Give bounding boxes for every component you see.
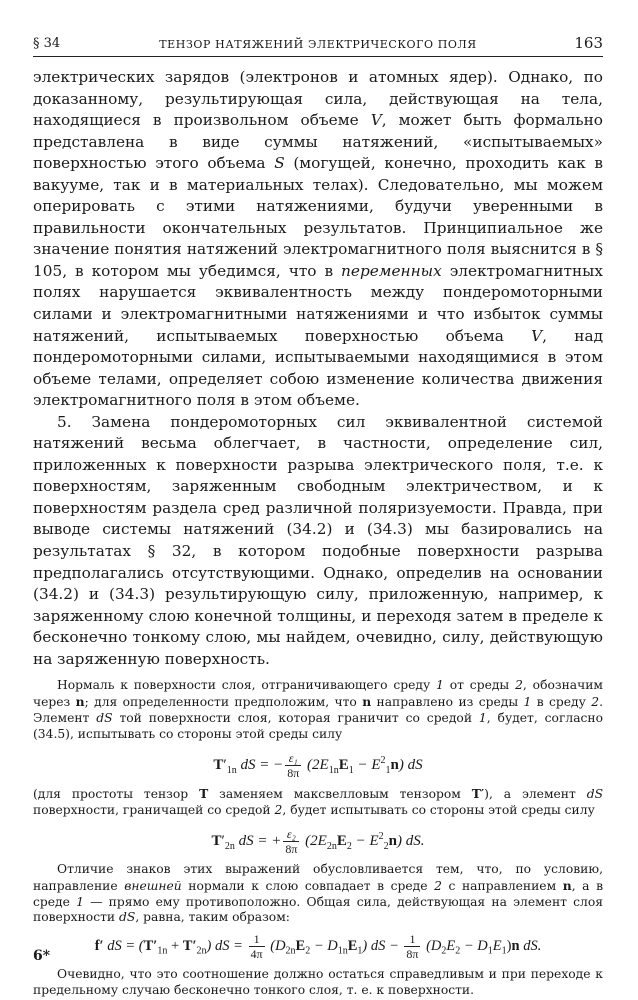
small-paragraph-2: (для простоты тензор T заменяем максвелловым тензором T′), а элемент dS поверхности, граничащей со средой 2, будет испытывать со стороны этой среды силу (33, 785, 604, 817)
page-number: 163 (574, 34, 603, 52)
page-body (33, 67, 603, 999)
signature-mark: 6* (33, 948, 51, 964)
running-title: ТЕНЗОР НАТЯЖЕНИЙ ЭЛЕКТРИЧЕСКОГО ПОЛЯ (159, 38, 477, 51)
running-head (33, 34, 603, 57)
small-paragraph-3: Отличие знаков этих выражений обусловливается тем, что, по условию, направление внешней нормали к слою совпадает в среде 2 с направлением n, а в среде 1 — прямо ему противоположно. Общая сила, действующая на элемент слоя поверхности dS, равна, таким образом: (33, 861, 604, 925)
small-paragraph-4: Очевидно, что это соотношение должно остаться справедливым и при переходе к предельному случаю бесконечно тонкого слоя, т. е. к поверхности. (33, 967, 603, 998)
small-paragraph-1: Нормаль к поверхности слоя, отграничивающего среду 1 от среды 2, обозначим через n; для определенности предположим, что n направлено из среды 1 в среду 2. Элемент dS той поверхности слоя, которая граничит со средой 1, будет, согласно (34.5), испытывать со стороны этой среды силу (33, 678, 604, 742)
equation-3: f′ dS = $(T'_{1n} + T'_{2n})$ dS = $\frac{1}{4\pi}$ $(D_{2n}E_2 - D_{1n}E_1)$ dS − $\frac{1}{8\pi}$ $(D_2E_2 - D_1E_1)n$ dS. (94, 932, 542, 962)
equation-2: $T'_{2n}$ dS = + $\frac{\text{ε₂}}{8\pi}$ $(2E_{2n}E_2 - E^2_2n)$ dS. (211, 826, 425, 856)
section-number: § 34 (33, 36, 61, 51)
book-page (33, 34, 603, 999)
paragraph-1: электрических зарядов (электронов и атомных ядер). Однако, по доказанному, результирующая сила, действующая на тела, находящиеся в произвольном объеме V, может быть формально представлена в виде суммы натяжений, «испытываемых» поверхностью этого объема S (могущей, конечно, проходить как в вакууме, так и в материальных телах). Следовательно, мы можем оперировать с этими натяжениями, будучи уверенными в правильности окончательных результатов. Принципиальное же значение понятия натяжений электромагнитного поля выяснится в § 105, в котором мы убедимся, что в переменных электромагнитных полях нарушается эквивалентность между пондеромоторными силами и электромагнитными натяжениями и что избыток суммы натяжений, испытываемых поверхностью объема V, над пондеромоторными силами, испытываемыми находящимися в этом объеме телами, определяет собою изменение количества движения электромагнитного поля в этом объеме. (33, 68, 604, 410)
equation-1: $T'_{1n}$ dS = − $\frac{\text{ε₁}}{8\pi}$ $(2E_{1n}E_1 - E^2_1n)$ dS (213, 750, 423, 780)
paragraph-2: 5. Замена пондеромоторных сил эквивалентной системой натяжений весьма облегчает, в частности, определение сил, приложенных к поверхности разрыва электрического поля, т.е. к поверхностям, заряженным свободным электричеством, и к поверхностям раздела сред различной поляризуемости. Правда, при выводе системы натяжений (34.2) и (34.3) мы базировались на результатах § 32, в котором подобные поверхности разрыва предполагались отсутствующими. Однако, определив на основании (34.2) и (34.3) результирующую силу, приложенную, например, к заряженному слою конечной толщины, и переходя затем в пределе к бесконечно тонкому слою, мы найдем, очевидно, силу, действующую на заряженную поверхность. (33, 412, 603, 668)
